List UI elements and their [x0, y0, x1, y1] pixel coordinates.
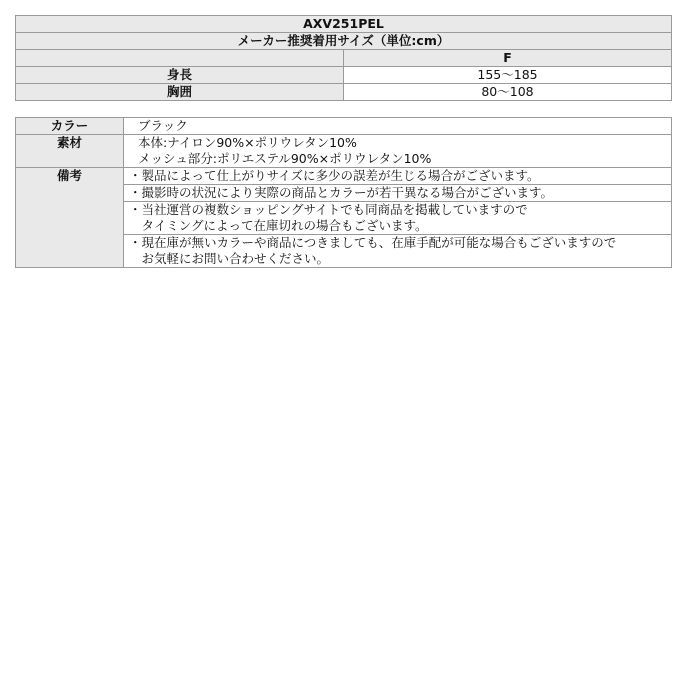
material-label: 素材 [16, 135, 124, 168]
size-row-chest [16, 84, 672, 101]
note-text: ・当社運営の複数ショッピングサイトでも同商品を掲載していますので [129, 202, 528, 217]
size-table [15, 15, 672, 101]
note-text: タイミングによって在庫切れの場合もございます。 [129, 218, 428, 233]
height-value: 155〜185 [344, 67, 672, 84]
model-number: AXV251PEL [16, 16, 672, 33]
note-text: ・現在庫が無いカラーや商品につきましても、在庫手配が可能な場合もございますので [129, 235, 617, 250]
color-label: カラー [16, 118, 124, 135]
size-table-subtitle: メーカー推奨着用サイズ（単位:cm） [16, 33, 672, 50]
size-label-f: F [344, 50, 672, 67]
notes-label: 備考 [16, 168, 124, 268]
note-item [124, 185, 672, 202]
material-line-mesh: メッシュ部分:ポリエステル90%×ポリウレタン10% [138, 151, 432, 166]
note-text: ・製品によって仕上がりサイズに多少の誤差が生じる場合がございます。 [129, 168, 540, 183]
spec-row-notes [16, 168, 672, 185]
row-label-chest: 胸囲 [16, 84, 344, 101]
size-row-height [16, 67, 672, 84]
spec-row-material [16, 135, 672, 168]
spec-row-color [16, 118, 672, 135]
row-label-height: 身長 [16, 67, 344, 84]
note-text: ・撮影時の状況により実際の商品とカラーが若干異なる場合がございます。 [129, 185, 554, 200]
note-item [124, 235, 672, 268]
material-line-body: 本体:ナイロン90%×ポリウレタン10% [138, 135, 357, 150]
chest-value: 80〜108 [344, 84, 672, 101]
size-corner-cell [16, 50, 344, 67]
color-value: ブラック [124, 118, 672, 135]
note-item [124, 168, 672, 185]
note-item [124, 202, 672, 235]
note-text: お気軽にお問い合わせください。 [129, 251, 330, 266]
spec-table [15, 117, 672, 268]
material-value [124, 135, 672, 168]
